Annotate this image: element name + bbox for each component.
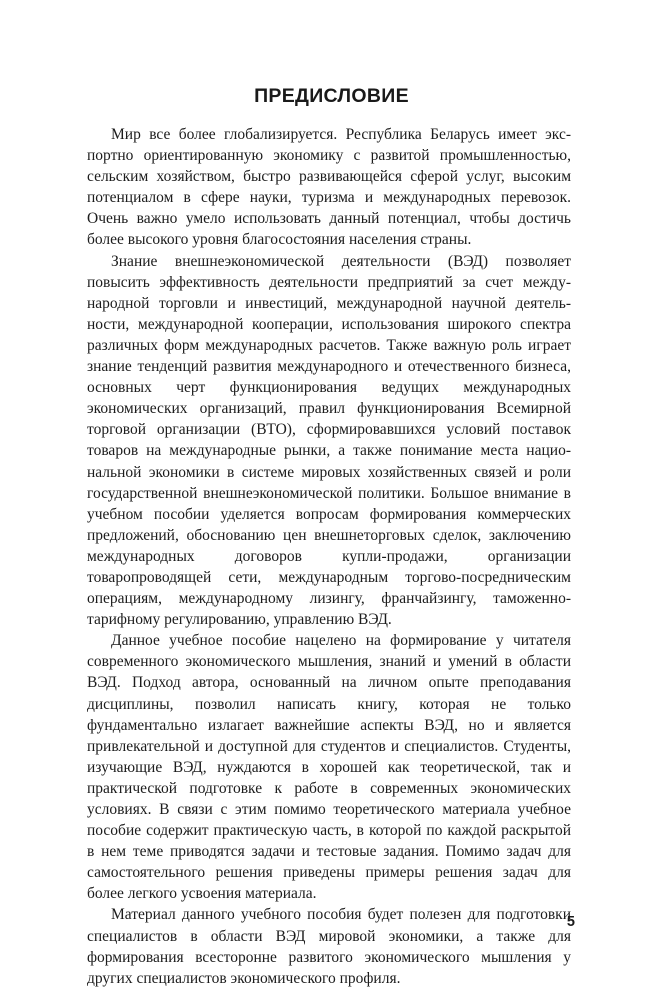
paragraph-2: Знание внешнеэкономической деятельности (ВЭД) позволяет повысить эффективность деятельности предприятий за счет международной торговли и инвестиций, международной научной деятельности, международной кооперации, использования широкого спектра различных форм международных расчетов. Также важную роль играет знание тенденций развития международного и отечественного бизнеса, основных черт функционирования ведущих международных экономических организаций, правил функционирования Всемирной торговой организации (ВТО), сформировавшихся условий поставок товаров на международные рынки, а также понимание места национальной экономики в системе мировых хозяйственных связей и роли государственной внешнеэкономической политики. Большое внимание в учебном пособии уделяется вопросам формирования коммерческих предложений, обоснованию цен внешнеторговых сделок, заключению международных договоров купли-продажи, организации товаропроводящей сети, международным торгово-посредническим операциям, международному лизингу, франчайзингу, таможенно-тарифному регулированию, управлению ВЭД. <box>87 252 571 629</box>
paragraph-4: Материал данного учебного пособия будет полезен для подготовки специалистов в области ВЭД мировой экономики, а также для формирования всесторонне развитого экономического мышления у других специалистов экономического профиля. <box>87 906 571 987</box>
page-title: ПРЕДИСЛОВИЕ <box>254 85 409 107</box>
paragraph-1: Мир все более глобализируется. Республика Беларусь имеет экспортно ориентированную экономику с развитой промышленностью, сельским хозяйством, быстро развивающейся сферой услуг, высоким потенциалом в сфере науки, туризма и международных перевозок. Очень важно умело использовать данный потенциал, чтобы достичь более высокого уровня благосостояния населения страны. <box>87 126 571 249</box>
preface-body <box>87 124 571 989</box>
paragraph-3: Данное учебное пособие нацелено на формирование у читателя современного экономического мышления, знаний и умений в области ВЭД. Подход автора, основанный на личном опыте преподавания дисциплины, позволил написать книгу, которая не только фундаментально излагает важнейшие аспекты ВЭД, но и является привлекательной и доступной для студентов и специалистов. Студенты, изучающие ВЭД, нуждаются в хорошей как теоретической, так и практической подготовке к работе в современных экономических условиях. В связи с этим помимо теоретического материала учебное пособие содержит практическую часть, в которой по каждой раскрытой в нем теме приводятся задачи и тестовые задания. Помимо задач для самостоятельного решения приведены примеры решения задач для более легкого усвоения материала. <box>87 632 571 903</box>
page-number: 5 <box>566 914 575 930</box>
